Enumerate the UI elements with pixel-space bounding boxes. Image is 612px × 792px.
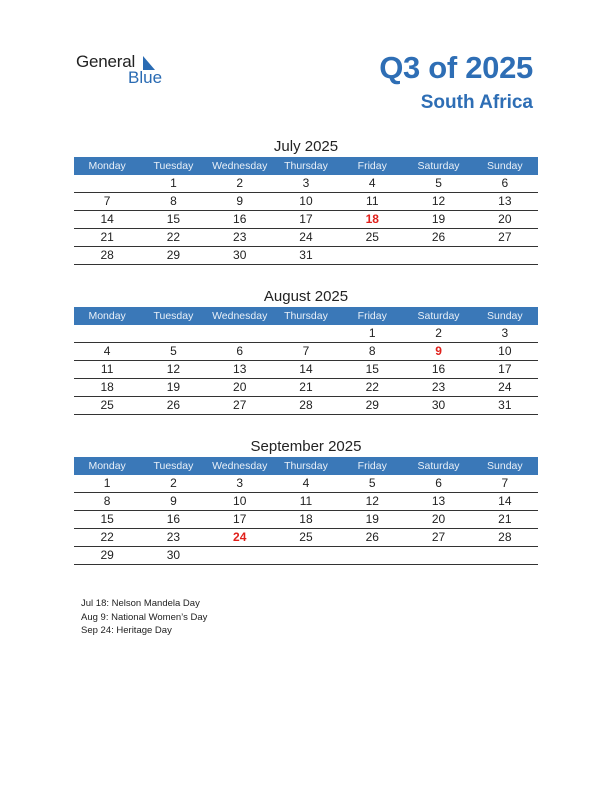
week-row (74, 193, 538, 211)
date-cell: 15 (166, 212, 181, 226)
weekday-label: Sunday (487, 460, 523, 472)
weekday-label: Friday (357, 460, 387, 472)
date-cell: 28 (100, 248, 114, 262)
page-title: Q3 of 2025 (379, 50, 533, 85)
date-cell: 30 (233, 248, 247, 262)
week-row (74, 547, 538, 565)
date-cell: 6 (501, 176, 509, 190)
month-title: July 2025 (273, 138, 339, 155)
date-cell: 27 (233, 398, 247, 412)
date-cell: 19 (365, 512, 379, 526)
date-cell: 3 (302, 176, 310, 190)
month-calendar (74, 286, 538, 415)
date-cell: 7 (103, 194, 111, 208)
date-cell: 23 (233, 230, 247, 244)
date-cell: 26 (365, 530, 379, 544)
holiday-note: Aug 9: National Women’s Day (81, 611, 208, 623)
date-cell: 12 (166, 362, 181, 376)
date-cell: 21 (299, 380, 313, 394)
date-cell: 21 (100, 230, 114, 244)
date-cell: 11 (366, 194, 379, 208)
date-cell: 22 (166, 230, 181, 244)
holiday-date-cell: 24 (233, 530, 247, 544)
date-cell: 16 (233, 212, 247, 226)
weekday-label: Thursday (284, 460, 328, 472)
date-cell (207, 325, 273, 342)
week-row (74, 229, 538, 247)
date-cell: 10 (233, 494, 247, 508)
weekday-label: Thursday (284, 310, 328, 322)
week-row (74, 511, 538, 529)
date-cell: 31 (299, 248, 313, 262)
date-cell (74, 325, 140, 342)
date-cell: 24 (299, 230, 313, 244)
weekday-label: Thursday (284, 160, 328, 172)
weekday-label: Sunday (487, 160, 523, 172)
date-cell: 12 (365, 494, 379, 508)
date-cell (339, 247, 405, 264)
weekday-label: Saturday (417, 460, 460, 472)
date-cell: 28 (299, 398, 313, 412)
logo-text-general: General (76, 52, 136, 71)
weekday-label: Friday (357, 160, 387, 172)
generalblue-logo (76, 52, 176, 88)
date-cell: 4 (302, 476, 310, 490)
weekday-label: Monday (88, 310, 126, 322)
date-cell: 7 (501, 476, 509, 490)
date-cell: 13 (431, 494, 446, 508)
weekday-header-row (74, 307, 538, 325)
holiday-note: Jul 18: Nelson Mandela Day (81, 598, 200, 609)
holiday-notes (81, 597, 207, 638)
date-cell: 20 (498, 212, 512, 226)
date-cell: 25 (299, 530, 313, 544)
week-row (74, 493, 538, 511)
weekday-label: Tuesday (153, 310, 194, 322)
date-cell: 14 (299, 362, 313, 376)
date-cell: 17 (233, 512, 247, 526)
date-cell: 25 (100, 398, 114, 412)
date-cell: 21 (498, 512, 512, 526)
date-cell: 13 (233, 362, 247, 376)
date-cell: 4 (103, 344, 111, 358)
date-cell: 12 (431, 194, 446, 208)
date-cell: 15 (100, 512, 114, 526)
weekday-label: Wednesday (212, 310, 268, 322)
date-cell (405, 247, 471, 264)
date-cell: 15 (365, 362, 379, 376)
week-row (74, 211, 538, 229)
date-cell: 22 (365, 380, 379, 394)
date-cell: 1 (368, 326, 376, 340)
date-cell: 14 (100, 212, 114, 226)
page-subtitle: South Africa (420, 92, 533, 113)
date-cell: 11 (299, 494, 313, 508)
month-calendar (74, 436, 538, 565)
week-row (74, 397, 538, 415)
weekday-label: Saturday (417, 160, 460, 172)
weekday-label: Friday (357, 310, 387, 322)
holiday-date-cell: 9 (435, 344, 442, 358)
date-cell: 3 (236, 476, 244, 490)
date-cell: 30 (431, 398, 446, 412)
week-row (74, 379, 538, 397)
date-cell: 31 (498, 398, 512, 412)
date-cell: 26 (166, 398, 181, 412)
date-cell: 6 (435, 476, 442, 490)
date-cell: 23 (166, 530, 181, 544)
date-cell: 20 (233, 380, 247, 394)
date-cell: 29 (100, 548, 114, 562)
weekday-label: Wednesday (212, 160, 268, 172)
date-cell: 29 (166, 248, 181, 262)
date-cell: 23 (431, 380, 446, 394)
date-cell: 28 (498, 530, 512, 544)
date-cell: 11 (100, 362, 114, 376)
date-cell: 8 (368, 344, 376, 358)
date-cell: 5 (435, 176, 442, 190)
date-cell (140, 325, 206, 342)
week-row (74, 175, 538, 193)
date-cell: 13 (498, 194, 512, 208)
date-cell: 8 (103, 494, 111, 508)
date-cell: 24 (498, 380, 512, 394)
date-cell: 1 (170, 176, 177, 190)
date-cell (472, 247, 538, 264)
date-cell: 30 (166, 548, 181, 562)
date-cell: 10 (498, 344, 512, 358)
date-cell: 16 (166, 512, 181, 526)
weekday-label: Tuesday (153, 160, 194, 172)
date-cell: 17 (498, 362, 512, 376)
date-cell: 19 (166, 380, 181, 394)
date-cell: 5 (170, 344, 177, 358)
holiday-date-cell: 18 (365, 212, 379, 226)
date-cell: 7 (302, 344, 310, 358)
date-cell: 25 (365, 230, 379, 244)
date-cell: 5 (368, 476, 376, 490)
date-cell: 14 (498, 494, 512, 508)
month-title: September 2025 (250, 438, 362, 455)
date-cell (472, 547, 538, 564)
logo-text-blue: Blue (128, 68, 163, 87)
date-cell (273, 325, 339, 342)
date-cell: 1 (103, 476, 111, 490)
date-cell: 27 (431, 530, 446, 544)
week-row (74, 343, 538, 361)
date-cell: 22 (100, 530, 114, 544)
holiday-note: Sep 24: Heritage Day (81, 625, 172, 636)
date-cell (74, 175, 140, 192)
date-cell: 20 (431, 512, 446, 526)
date-cell: 2 (170, 476, 177, 490)
date-cell: 9 (236, 194, 244, 208)
date-cell (405, 547, 471, 564)
week-row (74, 247, 538, 265)
month-calendar (74, 136, 538, 265)
week-row (74, 529, 538, 547)
date-cell: 26 (431, 230, 446, 244)
date-cell: 2 (435, 326, 442, 340)
date-cell: 6 (236, 344, 244, 358)
week-row (74, 475, 538, 493)
weekday-label: Wednesday (212, 460, 268, 472)
date-cell: 27 (498, 230, 512, 244)
weekday-label: Monday (88, 160, 126, 172)
week-row (74, 361, 538, 379)
date-cell: 19 (431, 212, 446, 226)
weekday-header-row (74, 157, 538, 175)
date-cell: 17 (299, 212, 313, 226)
date-cell (339, 547, 405, 564)
date-cell (207, 547, 273, 564)
date-cell: 10 (299, 194, 313, 208)
date-cell: 3 (501, 326, 509, 340)
date-cell: 9 (170, 494, 177, 508)
month-title: August 2025 (263, 288, 349, 305)
date-cell: 18 (299, 512, 313, 526)
weekday-label: Saturday (417, 310, 460, 322)
weekday-label: Tuesday (153, 460, 194, 472)
weekday-header-row (74, 457, 538, 475)
date-cell: 2 (236, 176, 244, 190)
date-cell: 18 (100, 380, 114, 394)
weekday-label: Sunday (487, 310, 523, 322)
weekday-label: Monday (88, 460, 126, 472)
week-row (74, 325, 538, 343)
date-cell: 16 (431, 362, 446, 376)
date-cell (273, 547, 339, 564)
date-cell: 29 (365, 398, 379, 412)
date-cell: 8 (170, 194, 177, 208)
date-cell: 4 (368, 176, 376, 190)
